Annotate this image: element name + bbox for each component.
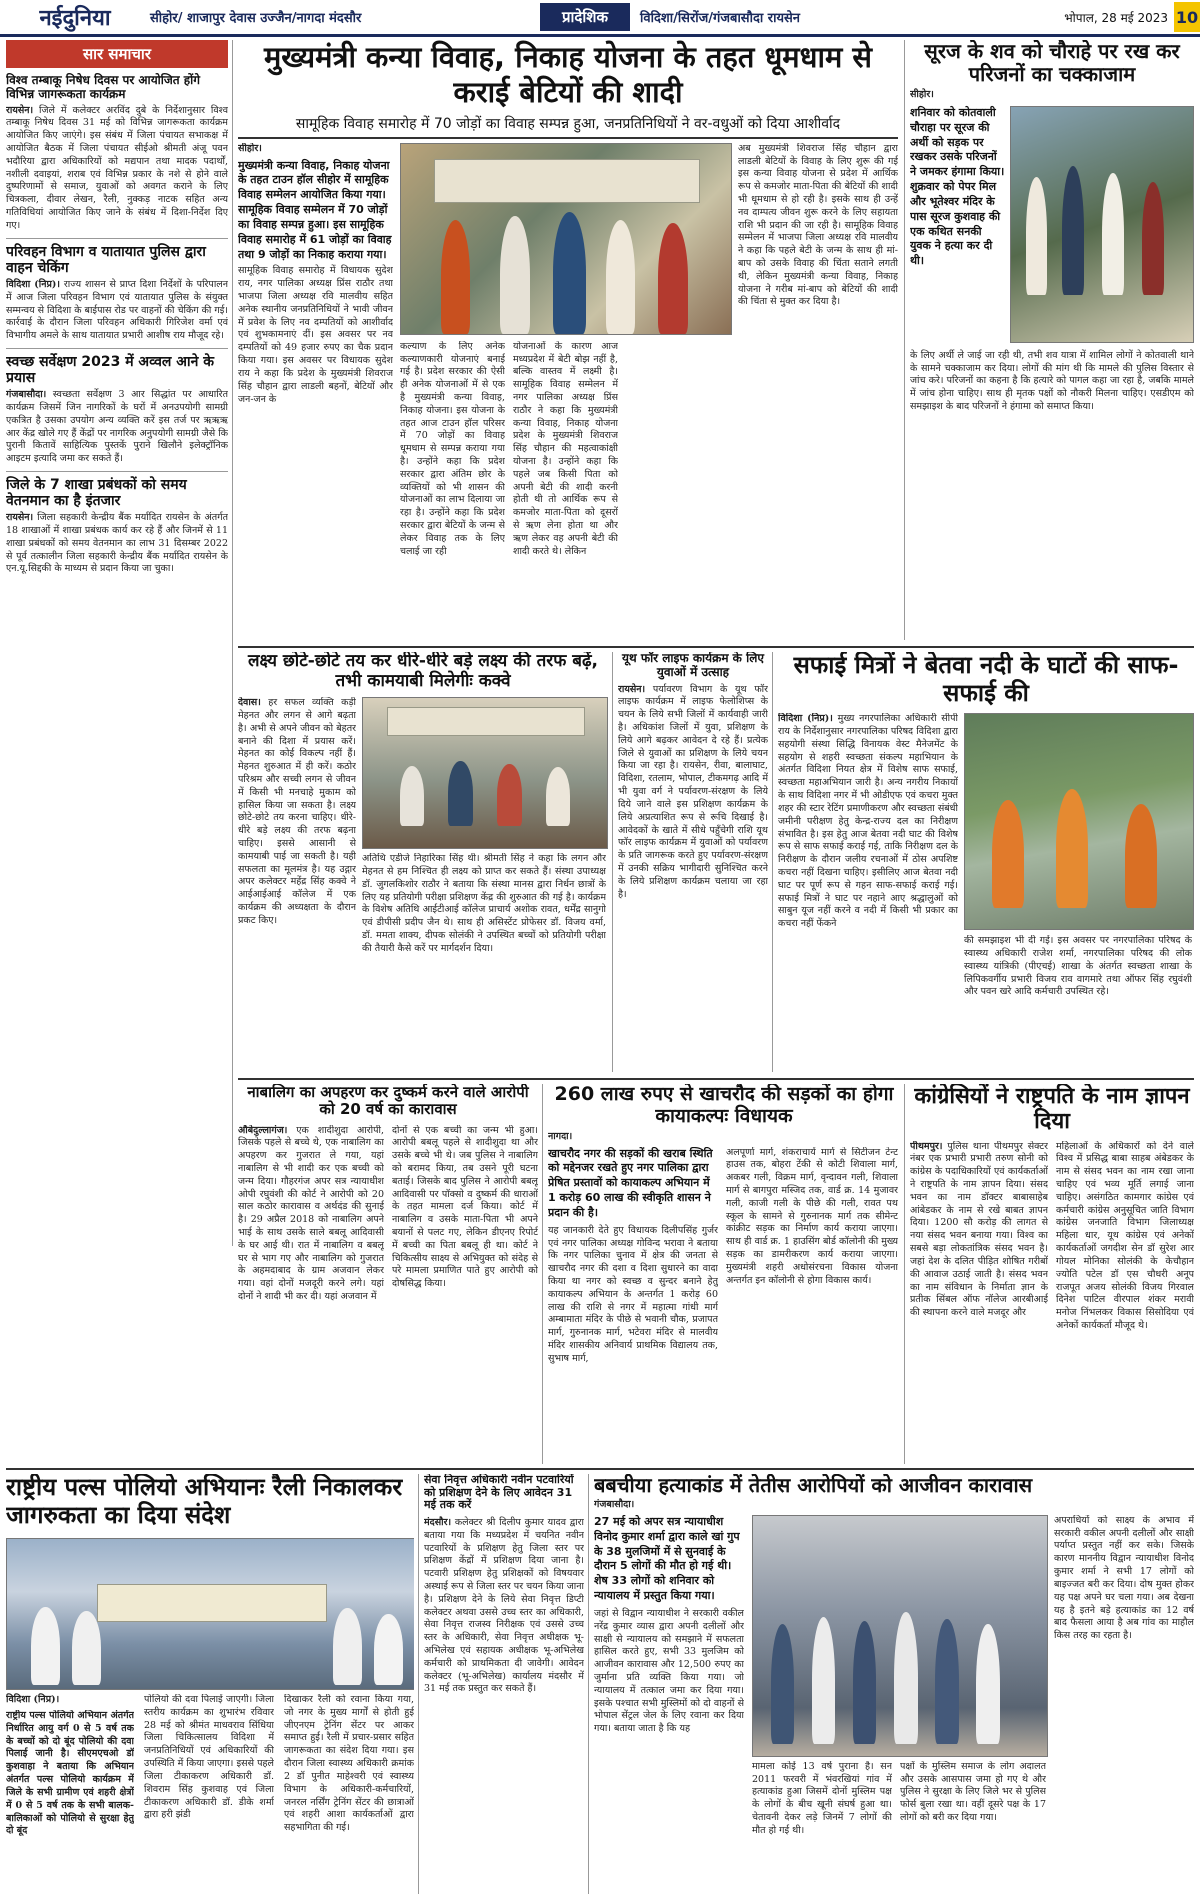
polio-dateline: विदिशा (निप्र)। xyxy=(6,1694,60,1705)
seminar-photo xyxy=(362,697,608,849)
goal-dateline: देवास। xyxy=(238,697,261,709)
newspaper-logo: नईदुनिया xyxy=(0,0,150,34)
divider xyxy=(6,348,228,349)
brief-dateline: गंजबासौदा। xyxy=(6,389,47,401)
murder-intro: 27 मई को अपर सत्र न्यायाधीश विनोद कुमार शर्मा द्वारा काले खां गुप के 38 मुलजिमों में से सुनवाई के दौरान 5 लोगों की मौत हो गई थी। शेष 33 लोगों को शनिवार को न्यायालय में प्रस्तुत किया गया। xyxy=(594,1514,740,1603)
brief-item xyxy=(6,354,228,466)
edition-date: भोपाल, 28 मई 2023 xyxy=(1064,10,1168,25)
section-label: प्रादेशिक xyxy=(540,3,630,31)
youth-headline: यूथ फॉर लाइफ कार्यक्रम के लिए युवाओं में उत्साह xyxy=(622,652,764,679)
brief-item xyxy=(6,74,228,233)
protest-dateline: सीहोर। xyxy=(910,89,934,100)
murder-dateline: गंजबासौदा। xyxy=(594,1499,635,1510)
patwari-story xyxy=(424,1474,584,1894)
section-divider xyxy=(238,1078,1194,1080)
kidnap-text-col1: एक शादीशुदा आरोपी, जिसके पहले से बच्चे थे, एक नाबालिग का अपहरण कर गुजरात ले गया, यहां नाबालिग से भी शादी कर एक बच्ची को जन्म दिया। गौहरगंज अपर सत्र न्यायाधीश ओपी रघुवंशी की कोर्ट ने आरोपी को 20 साल कठोर कारावास व अर्थदंड की सुनाई है। 29 अप्रैल 2018 को नाबालिग अपने भाई के साथ उसके साले बबलू आदिवासी के घर आई थी। रात में नाबालिग व बबलू घर से भाग गए और नाबालिग को गुजरात के अहमदाबाद के ग्राम अजवान लेकर गया। वहां दोनों मजदूरी करने लगे। यहां दोनों ने शादी भी कर दी। यहां अजवान में xyxy=(238,1124,384,1303)
congress-dateline: पीथमपुर। xyxy=(910,1140,943,1152)
youth-text: पर्यावरण विभाग के यूथ फॉर लाइफ कार्यक्रम में लाइफ फेलोशिप्स के चयन के लिये सभी जिलों में कार्यवाही जारी है। अधिकांश जिलों में युवा, प्रशिक्षण के लिये आगे बढ़कर आवेदन दे रहे हैं। प्रत्येक जिले से युवाओं का प्रशिक्षण के लिये चयन किया जा रहा है। रायसेन, रीवा, बालाघाट, विदिशा, रतलाम, भोपाल, टीकमगढ़ आदि में भी युवा वर्ग ने पर्यावरण-संरक्षण के लिये दिये जाने वाले इस प्रशिक्षण कार्यक्रम के लिये अप्रत्याशित रूप से रूचि दिखाई है। आवेदकों के खाते में सीधे पहुँचेगी राशि यूथ फॉर लाइफ कार्यक्रम में युवाओं को पर्यावरण के प्रति जागरूक करते हुए पर्यावरण-संरक्षण में उनकी सक्रिय भागीदारी सुनिश्चित करने के लिये प्रशिक्षण कार्यक्रम चलाया जा रहा है। xyxy=(618,683,768,900)
roads-dateline: नागदा। xyxy=(548,1130,573,1142)
polio-rally-photo xyxy=(6,1538,414,1690)
patwari-dateline: मंदसौर। xyxy=(424,1516,452,1528)
goal-headline: लक्ष्य छोटे-छोटे तय कर धीरे-धीरे बड़े लक्ष्य की तरफ बढ़ें, तभी कामयाबी मिलेगीः कक्वे xyxy=(248,652,598,691)
lead-subheadline: सामूहिक विवाह समारोह में 70 जोड़ों का विवाह सम्पन्न हुआ, जनप्रतिनिधियों ने वर-वधुओं को दिया आशीर्वाद xyxy=(295,115,841,132)
lead-headline: मुख्यमंत्री कन्या विवाह, निकाह योजना के तहत धूमधाम से कराई बेटियों की शादी xyxy=(263,40,873,109)
brief-item xyxy=(6,244,228,343)
brief-headline: जिले के 7 शाखा प्रबंधकों को समय वेतनमान का है इंतजार xyxy=(6,477,187,510)
youth-dateline: रायसेन। xyxy=(618,683,646,695)
kidnap-headline: नाबालिग का अपहरण कर दुष्कर्म करने वाले आरोपी को 20 वर्ष का कारावास xyxy=(247,1084,529,1119)
congress-headline: कांग्रेसियों ने राष्ट्रपति के नाम ज्ञापन दिया xyxy=(914,1084,1190,1135)
divider xyxy=(238,137,898,139)
column-rule xyxy=(542,1084,543,1464)
kidnap-dateline: औबेदुल्लागंज। xyxy=(238,1124,288,1136)
road-blockade-photo xyxy=(1010,106,1194,343)
river-dateline: विदिशा (निप्र)। xyxy=(778,713,833,725)
sidebar-title: सार समाचार xyxy=(6,40,228,68)
polio-story xyxy=(6,1474,414,1894)
column-rule xyxy=(612,652,613,1072)
brief-headline: स्वच्छ सर्वेक्षण 2023 में अव्वल आने के प्रयास xyxy=(6,353,214,387)
roads-story xyxy=(548,1084,900,1464)
news-brief-sidebar xyxy=(6,40,228,1248)
patwari-headline: सेवा निवृत्त अधिकारी नवीन पटवारियों को प्रशिक्षण देने के लिए आवेदन 31 मई तक करें xyxy=(424,1474,574,1512)
lead-text-col3: योजनाओं के कारण आज मध्यप्रदेश में बेटी बोझ नहीं है, बल्कि वास्तव में लक्ष्मी है। सामूहिक विवाह सम्मेलन में नगर पालिका अध्यक्ष प्रिंस राठौर ने कहा कि मुख्यमंत्री कन्या विवाह, निकाह योजना प्रदेश के मुख्यमंत्री शिवराज सिंह चौहान की महत्वाकांक्षी योजना है। उन्होंने कहा कि पहले जब किसी पिता को अपनी बेटी की शादी करनी होती थी तो आर्थिक रूप से कमजोर माता-पिता को दूसरों से ऋण लेना होता था और ऋण लेकर वह अपनी बेटी की शादी करते थे। लेकिन xyxy=(513,340,618,557)
column-rule xyxy=(588,1474,589,1894)
lead-text-col4: अब मुख्यमंत्री शिवराज सिंह चौहान द्वारा लाडली बेटियों के विवाह के लिए शुरू की गई इस कन्या विवाह योजना से प्रदेश में आर्थिक रूप से कमजोर माता-पिता की बेटियों की शादी भी धूमधाम से हो रही है। इसके साथ ही उन्हें नव दाम्पत्य जीवन शुरू करने के लिए सहायता राशि भी प्रदान की जा रही है। सामूहिक विवाह सम्मेलन में भाजपा जिला अध्यक्ष रवि मालवीय ने कहा कि पहले बेटी के जन्म के साथ ही मां-बाप को उसके विवाह की चिंता सताने लगती थी, लेकिन मुख्यमंत्री कन्या विवाह, निकाह योजना ने गरीब मां-बाप को बेटियों की शादी की चिंता से मुक्त कर दिया है। xyxy=(738,142,898,308)
murder-text-col2: अपराधियों को साक्ष्य के अभाव में सरकारी वकील अपनी दलीलों और साक्षी पर्याप्त प्रस्तुत नहीं कर सके। जिसके कारण माननीय विद्वान न्यायाधीश विनोद कुमार शर्मा ने सभी 17 लोगों को बाइज्जत बरी कर दिया। दोष मुक्त होकर यह पक्ष अपने घर चला गया। अब देखना यह है इतने बड़े हत्याकांड का 12 वर्ष बाद फैसला आया है अब गांव का माहौल किस तरह का रहता है। xyxy=(1054,1514,1194,1642)
lead-intro: मुख्यमंत्री कन्या विवाह, निकाह योजना के तहत टाउन हॉल सीहोर में सामूहिक विवाह सम्मेलन आयोजित किया गया। सामूहिक विवाह सम्मेलन में 70 जोड़ों का विवाह सम्पन्न हुआ। इस सामूहिक विवाह समारोह में 61 जोड़ों का विवाह तथा 9 जोड़ों का निकाह कराया गया। xyxy=(238,158,392,261)
lead-body xyxy=(238,143,898,640)
court-crowd-photo xyxy=(752,1515,1048,1757)
river-text-col2: की समझाइश भी दी गई। इस अवसर पर नगरपालिका परिषद के स्वास्थ्य अधिकारी राजेश शर्मा, नगरपालिका परिषद की लोक स्वास्थ्य यांत्रिकी (पीएचई) शाखा के अंतर्गत स्वच्छता शाखा के लिपिकवर्गीय प्रभारी विजय राव वागमारे तथा ऑफर सिंह रघुवंशी और पवन खरे आदि कर्मचारी उपस्थित रहे। xyxy=(964,935,1192,998)
protest-intro: शनिवार को कोतवाली चौराहा पर सूरज की अर्थी को सड़क पर रखकर उसके परिजनों ने जमकर हंगामा किया। शुक्रवार को पेपर मिल और भूतेश्वर मंदिर के पास सूरज कुशवाह की एक कथित सनकी युवक ने हत्या कर दी थी। xyxy=(910,105,1005,268)
divider xyxy=(6,471,228,472)
murder-headline: बबचीया हत्याकांड में तेतीस आरोपियों को आजीवन कारावास xyxy=(594,1474,1033,1497)
goal-text-col1: हर सफल व्यक्ति कड़ी मेहनत और लगन से आगे बढ़ता है। अभी से अपने जीवन को बेहतर बनाने की दिशा में प्रयास करें। मेहनत का कोई विकल्प नहीं हैं। मेहनत शुरुआत में ही करें। कठोर परिश्रम और सच्ची लगन से जीवन में किसी भी मनचाहे मुकाम को हासिल किया जा सकता है। लक्ष्य छोटे-छोटे तय करना चाहिए। धीरे-धीरे बड़े लक्ष्य की तरफ बढ़ना चाहिए। इससे आसानी से कामयाबी पाई जा सकती है। यही सफलता का मूलमंत्र है। यह उद्गार अपर कलेक्टर महेंद्र सिंह कक्वे ने आईआईआई कॉलेज में एक कार्यक्रम की अध्यक्षता के दौरान प्रकट किए। xyxy=(238,697,356,926)
district-nav-right: विदिशा/सिरोंज/गंजबासौदा रायसेन xyxy=(640,11,800,26)
murder-text-col1: जहां से विद्वान न्यायाधीश ने सरकारी वकील नरेंद्र कुमार व्यास द्वारा अपनी दलीलों और साक्षी से न्यायालय को समझाने में सफलता हासिल करते हुए, सभी 33 मुलजिम को आजीवन कारावास और 12,500 रुपए का जुर्माना प्रति व्यक्ति किया गया। जो न्यायालय में तत्काल जमा कर दिया गया। इसके पश्चात सभी मुस्लिमों को दो वाहनों से भोपाल सेंट्रल जेल के लिए रवाना कर दिया गया। बताया जाता है कि यह xyxy=(594,1607,744,1735)
brief-item xyxy=(6,477,228,576)
lead-dateline: सीहोर। xyxy=(238,142,262,154)
roads-headline: 260 लाख रुपए से खाचरौद की सड़कों का होगा कायाकल्पः विधायक xyxy=(554,1084,894,1127)
brief-text: राज्य शासन से प्राप्त दिशा निर्देशों के परिपालन में आज जिला परिवहन विभाग एवं यातायात पुलिस के संयुक्त सम्मन्वय से विदिशा के बाईपास रोड पर वाहनों की चेकिंग की गई। कार्रवाई के दौरान जिला परिवहन अधिकारी गिरिजेश वर्मा एवं विभागीय अमले के साथ यातायात प्रभारी आशीष राय मौजूद रहे। xyxy=(6,278,228,342)
river-story xyxy=(778,652,1194,1072)
section-divider xyxy=(6,1468,1194,1470)
kidnap-text-col2: दोनों से एक बच्ची का जन्म भी हुआ। आरोपी बबलू पहले से शादीशुदा था और उसके बच्चे भी थे। जब पुलिस ने नाबालिग को बरामद किया, तब उसने पूरी घटना बताई। जिसके बाद पुलिस ने आरोपी बबलू आदिवासी पर पॉक्सो व दुष्कर्म की धाराओं के तहत मामला दर्ज किया। कोर्ट में नाबालिग व उसके माता-पिता भी अपने बयानों से पलट गए, लेकिन डीएनए रिपोर्ट में बच्ची का पिता बबलू ही था। कोर्ट ने चिकित्सीय साक्ष्य से अभियुक्त को संदेह से परे मामला प्रमाणित पाते हुए आरोपी को दोषसिद्ध किया। xyxy=(392,1124,538,1290)
congress-story xyxy=(910,1084,1194,1464)
roads-text-col2: अलपूर्णा मार्ग, शंकराचार्य मार्ग से सिटीजन टेन्ट हाउस तक, बोहरा टेंकी से कोटी शिवाला मार्ग, अकबर गली, विक्रम मार्ग, वृन्दावन गली, शिवाला मार्ग से बागपुरा मस्जिद तक, वार्ड क्र. 14 मुजावर गली, काजी गली के पीछे की गली, रावत पथ स्कूल के सामने से गुरुनानक मार्ग तक सीमेन्ट कांक्रीट सड़क का निर्माण कार्य कराया जाएगा। साथ ही वार्ड क्र. 1 हाउसिंग बोर्ड कॉलोनी की मुख्य सड़क का डामरीकरण कार्य कराया जाएगा। मुख्यमंत्री शहरी अधोसंरचना विकास योजना अन्तर्गत इन कॉलोनी से होगा विकास कार्य। xyxy=(726,1146,898,1286)
brief-text: जिला सहकारी केन्द्रीय बैंक मर्यादित रायसेन के अंतर्गत 18 शाखाओं में शाखा प्रबंधक कार्य कर रहे हैं और जिनमें से 11 शाखा प्रबंधकों को समय वेतनमान का लाभ 31 दिसम्बर 2022 से पूर्व तत्कालीन जिला सहकारी केन्द्रीय बैंक मर्यादित रायसेन के एन.यू.सिद्दकी के माध्यम से प्रदान किया जा चुका। xyxy=(6,512,228,575)
polio-headline: राष्ट्रीय पल्स पोलियो अभियानः रैली निकालकर जागरुकता का दिया संदेश xyxy=(6,1474,403,1529)
brief-dateline: रायसेन। xyxy=(6,104,34,116)
roads-intro: खाचरौद नगर की सड़कों की खराब स्थिति को मद्देनजर रखते हुए नगर पालिका द्वारा प्रेषित प्रस्तावों को कायाकल्प अभियान में 1 करोड़ 60 लाख की स्वीकृति शासन ने प्रदान की है। xyxy=(548,1146,713,1219)
polio-text-col2: पोलियो की दवा पिलाई जाएगी। जिला स्तरीय कार्यक्रम का शुभारंभ रविवार 28 मई को श्रीमंत माधवराव सिंधिया जिला चिकित्सालय विदिशा में जनप्रतिनिधियों एवं अधिकारियों की उपस्थिति में किया जाएगा। इससे पहले जिला टीकाकरण अधिकारी डॉ. शिवराम सिंह कुशवाह एवं जिला टीकाकरण अधिकारी डॉ. डीके शर्मा द्वारा हरी झंडी xyxy=(144,1694,274,1821)
masthead xyxy=(0,0,1200,37)
divider xyxy=(6,238,228,239)
brief-text: जिले में कलेक्टर अरविंद दुबे के निर्देशानुसार विश्व तम्बाकू निषेध दिवस 31 मई को विभिन्न जागरूकता कार्यक्रम आयोजित किए जाएंगे। इस संबंध में जिला पंचायत सभाकक्ष में आयोजित बैठक में जिला पंचायत सीईओ श्रीमती अंजू पवन भदौरिया द्वारा अधिकारियों को मद्यपान तथा मादक पदार्थों, नशीली दवाइयां, शराब एवं विभिन्न प्रकार के नशे से होने वाले दुष्परिणामों से समाज, युवाओं को अवगत कराने के लिए चित्रकला, दीवार लेखन, रैली, नुक्कड़ नाटक सहित अन्य गतिविधियां आयोजित किए जाने के संबंध में दिशा-निर्देश दिए गए। xyxy=(6,104,228,231)
river-cleanup-photo xyxy=(964,713,1194,930)
column-rule xyxy=(904,40,905,640)
congress-text-col1: पुलिस थाना पीथमपुर सेक्टर नंबर एक प्रभारी प्रभारी तरुण सोनी को कांग्रेस के पदाधिकारियों एवं कार्यकर्ताओं ने राष्ट्रपति के नाम ज्ञापन दिया। संसद भवन का नाम डॉक्टर बाबासाहेब आंबेडकर के नाम से रखे बाबत ज्ञापन दिया। 1200 सौ करोड़ की लागत से नया संसद भवन बनाया गया। विश्व का सबसे बड़ा लोकतांत्रिक संसद भवन है। जहां देश के दलित पीड़ित शोषित गरीबों की आवाज उठाई जाती है। संसद भवन का नाम संविधान के निर्माता ज्ञान के प्रतीक सिंबल ऑफ नॉलेज आरबीआई की स्थापना करने वाले मजदूर और xyxy=(910,1140,1048,1319)
brief-dateline: रायसेन। xyxy=(6,512,34,524)
district-nav-left: सीहोर/ शाजापुर देवास उज्जैन/नागदा मंदसौर xyxy=(150,11,362,26)
patwari-text: कलेक्टर श्री दिलीप कुमार यादव द्वारा बताया गया कि मध्यप्रदेश में चयनित नवीन पटवारियों के प्रशिक्षण हेतु जिला स्तर पर प्रशिक्षण केंद्रों में प्रशिक्षण दिया जाना है। पटवारी प्रशिक्षण हेतु प्रशिक्षकों को विषयवार अस्थाई रूप से जिला स्तर पर चयन किया जाना है। प्रशिक्षण देने के लिये सेवा निवृत्त डिप्टी कलेक्टर अथवा उससे उच्च स्तर का अधिकारी, सेवा निवृत्त राजस्व निरीक्षक एवं उससे उच्च स्तर के अधिकारी, सेवा निवृत्त अधीक्षक भू-अभिलेख एवं सहायक अधीक्षक भू-अभिलेख कर्मचारी को प्राथमिकता दी जावेगी। आवेदन कलेक्टर (भू-अभिलेख) कार्यालय मंदसौर में 31 मई तक प्रस्तुत कर सकते हैं। xyxy=(424,1516,584,1695)
brief-headline: विश्व तम्बाकू निषेध दिवस पर आयोजित होंगे विभिन्न जागरूकता कार्यक्रम xyxy=(6,73,201,101)
polio-text-col3: दिखाकर रैली को रवाना किया गया, जो नगर के मुख्य मार्गों से होती हुई जीएनएम ट्रेनिंग सेंटर पर आकर समाप्त हुई। रैली में प्रचार-प्रसार सहित जागरूकता का संदेश दिया गया। इस दौरान जिला स्वास्थ्य अधिकारी क्रमांक 2 डॉ पुनीत माहेश्वरी एवं स्वास्थ्य विभाग के अधिकारी-कर्मचारियों, जनरल नर्सिंग ट्रेनिंग सेंटर की छात्राओं एवं शहरी आशा कार्यकर्ताओं द्वारा सहभागिता की गई। xyxy=(284,1694,414,1834)
stage-banner xyxy=(434,159,700,203)
goal-story xyxy=(238,652,608,1072)
column-rule xyxy=(772,652,773,1072)
kidnap-story xyxy=(238,1084,538,1464)
column-rule xyxy=(418,1474,419,1894)
murder-text-col3: मामला कोई 13 वर्ष पुराना है। सन 2011 फरवरी में भंवरखियां गांव में हत्याकांड हुआ जिसमें दोनों मुस्लिम पक्ष के लोगों के बीच खूनी संघर्ष हुआ था। चेतावनी देकर लड़े जिनमें 7 लोगों की मौत हो गई थी। xyxy=(752,1760,892,1836)
polio-text-col1: राष्ट्रीय पल्स पोलियो अभियान अंतर्गत निर्धारित आयु वर्ग 0 से 5 वर्ष तक के बच्चों को दो बूंद पोलियो की दवा पिलाई जानी है। सीएमएचओ डॉ कुशवाहा ने बताया कि अभियान अंतर्गत पल्स पोलियो कार्यक्रम में जिले के सभी ग्रामीण एवं शहरी क्षेत्रों में 0 से 5 वर्ष तक के सभी बालक-बालिकाओं को पोलियो से सुरक्षा हेतु दो बूंद xyxy=(6,1710,134,1837)
column-rule xyxy=(904,1084,905,1464)
protest-story xyxy=(910,40,1194,640)
lead-story xyxy=(238,40,898,640)
lead-text-col1: सामूहिक विवाह समारोह में विधायक सुदेश राय, नगर पालिका अध्यक्ष प्रिंस राठौर तथा भाजपा जिला अध्यक्ष रवि मालवीय सहित अनेक स्थानीय जनप्रतिनिधियों ने भावी जीवन में प्रवेश के लिए नव दम्पतियों को आशीर्वाद एवं शुभकामनाएं दीं। इस अवसर पर नव दम्पतियों को 49 हजार रुपए का चैक प्रदान किया गया। इस अवसर पर विधायक सुदेश राय ने कहा कि प्रदेश के मुख्यमंत्री शिवराज सिंह चौहान द्वारा लाडली बहनों, बेटियों और जन-जन के xyxy=(238,265,393,405)
wedding-ceremony-photo xyxy=(400,143,732,335)
brief-text: स्वच्छता सर्वेक्षण 3 आर सिद्धांत पर आधारित कार्यक्रम जिसमें जिन नागरिकों के घरों में अनउपयोगी सामग्री एकत्रित है उसका उपयोग अन्य व्यक्ति करें इस तर्ज पर ऋऋऋ आर केंद्र खोले गए हैं केंद्रों पर नागरिक अनुपयोगी सामग्री जैसे कि पुरानी कितावें साहित्यिक पुस्तकें पुराने खिलौने इलेक्ट्रॉनिक आइटम इत्यादि जमा कर सकते हैं। xyxy=(6,389,228,465)
brief-dateline: विदिशा (निप्र)। xyxy=(6,278,61,290)
section-divider xyxy=(238,646,1194,648)
congress-text-col2: महिलाओं के अधिकारों को देने वाले विश्व में प्रसिद्ध बाबा साहब अंबेडकर के नाम से संसद भवन का नाम रखा जाना चाहिए एवं भव्य मूर्ति लगाई जाना चाहिए। असंगठित कामगार कांग्रेस एवं कर्मचारी कांग्रेस अनुसूचित जाति विभाग कांग्रेस जनजाति विभाग जिलाध्यक्ष महिला धार, यूथ कांग्रेस एवं अनेकों कार्यकर्ताओं जगदीश सेन डॉ सुरेश आर गोयल मोनिका सोलंकी के केचौहान ज्योति पटेल डॉ एस चौधरी अनूप राजपूत अजय सोलंकी विजय गिरवाल दिनेश पाटिल वीरपाल शंकर मरावी मनोज निंभलकर विकास सिसोदिया एवं अनेकों कार्यकर्ता मौजूद थे। xyxy=(1056,1140,1194,1331)
goal-text-col2: अतिथि एडीजे निहारिका सिंह थी। श्रीमती सिंह ने कहा कि लगन और मेहनत से हम निश्चित ही लक्ष्य को प्राप्त कर सकते हैं। संस्था उपाध्यक्ष डॉ. जुगलकिशोर राठौर ने बताया कि संस्था मानस द्वारा निर्धन छात्रों के लिए यह प्रतियोगी परीक्षा प्रशिक्षण केंद्र की शुरुआत की गई है। कार्यक्रम के विशेष अतिथि आईटीआई कॉलेज प्राचार्य अशोक रावत, धर्मेंद्र सानुगो एवं डीपीसी प्रदीप जैन थे। साथ ही असिस्टेंट प्रोफेसर डॉ. विजय वर्मा, डॉ. ममता शाक्य, दीपक सोलंकी ने उपस्थित बच्चों को प्रतियोगी परीक्षा की तैयारी कैसे करें पर मार्गदर्शन दिया। xyxy=(362,853,606,954)
lead-text-col2: कल्याण के लिए अनेक कल्याणकारी योजनाएं बनाई गई है। प्रदेश सरकार की ऐसी ही अनेक योजनाओं में से एक है मुख्यमंत्री कन्या विवाह, निकाह योजना। इस योजना के तहत आज टाउन हॉल परिसर में 70 जोड़ों का विवाह धूमधाम से सम्पन्न कराया गया है। उन्होंने कहा कि प्रदेश सरकार द्वारा अंतिम छोर के व्यक्तियों को भी शासन की योजनाओं का लाभ दिलाया जा रहा है। उन्होंने कहा कि प्रदेश सरकार द्वारा बेटियों के जन्म से लेकर विवाह तक के लिए चलाई जा रही xyxy=(400,340,505,557)
page-number: 10 xyxy=(1174,2,1200,32)
murder-case-story xyxy=(594,1474,1194,1894)
protest-headline: सूरज के शव को चौराहे पर रख कर परिजनों का चक्काजाम xyxy=(924,40,1180,86)
river-text-col1: मुख्य नगरपालिका अधिकारी सीपी राय के निर्देशानुसार नगरपालिका परिषद विदिशा द्वारा सहयोगी संस्था सिद्धि विनायक वेस्ट मैनेजमेंट के सहयोग से शहरी स्वच्छता संकल्प महाभियान के अंतर्गत विदिशा नियत क्षेत्र में विशेष साफ सफाई, स्वच्छता महाअभियान जारी है। अन्य नगरीय निकायों के साथ विदिशा नगर में भी ओडीएफ एवं कचरा मुक्त शहर की स्टार रेटिंग प्रमाणीकरण और स्वच्छता संबंधी जमीनी परीक्षण हेतु केन्द्र-राज्य दल का निरीक्षण संभावित है। इस हेतु आज बेतवा नदी घाट की विशेष रूप से साफ सफाई कराई गई, ताकि निरीक्षण दल के निरीक्षण के दौरान जलीय रचनाओं में ठोस अपशिष्ट कचरा नहीं दिखना चाहिए। इसीलिए आज बेतवा नदी घाट पर पूर्ण रूप से गहन साफ-सफाई कराई गई। सफाई मित्रों ने घाट पर नहाने आए श्रद्धालुओं को साबुन यूज नहीं करने व नदी में किसी भी प्रकार का कचरा नहीं फेंकने xyxy=(778,713,958,930)
brief-headline: परिवहन विभाग व यातायात पुलिस द्वारा वाहन चेकिंग xyxy=(6,243,206,276)
column-rule xyxy=(232,40,233,1246)
youth-story xyxy=(618,652,768,1072)
river-headline: सफाई मित्रों ने बेतवा नदी के घाटों की साफ-सफाई की xyxy=(793,652,1179,707)
murder-text-col4: पक्षों के मुस्लिम समाज के लोग अदालत और उसके आसपास जमा हो गए थे और पुलिस ने सुरक्षा के लिए जिले भर से पुलिस फोर्स बुला रखा था। वहीं दूसरे पक्ष के 17 लोगों को बरी कर दिया गया। xyxy=(900,1760,1046,1824)
roads-text-col1: यह जानकारी देते हुए विधायक दिलीपसिंह गुर्जर एवं नगर पालिका अध्यक्ष गोविन्द भरावा ने बताया कि नगर पालिका चुनाव में क्षेत्र की जनता से खाचरौद नगर की दशा व दिशा सुधारने का वादा किया था नगर को स्वच्छ व सुन्दर बनाने हेतु कायाकल्प अभियान के अन्तर्गत 1 करोड़ 60 लाख की राशि से नगर में महात्मा गांधी मार्ग अम्बामाता मंदिर के पीछे से भवानी चौक, प्रजापत मार्ग, गुरुनानक मार्ग, भटेवरा मंदिर से मालवीय मंदिर शासकीय अनिवार्य प्राथमिक विद्यालय तक, सुभाष मार्ग, xyxy=(548,1224,718,1364)
protest-text: के लिए अर्थी ले जाई जा रही थी, तभी शव यात्रा में शामिल लोगों ने कोतवाली थाने के सामने चक्काजाम कर दिया। लोगों की मांग थी कि मामले की पुलिस विस्तार से जांच करे। परिजनों का कहना है कि हत्यारे को पागल कहा जा रहा है, जबकि मामले में जांच होना चाहिए। साथ ही मृतक पक्षों को नौकरी मिलना चाहिए। एसडीएम को समझाइश के बाद परिजनों ने हंगामा को समाप्त किया। xyxy=(910,349,1194,413)
